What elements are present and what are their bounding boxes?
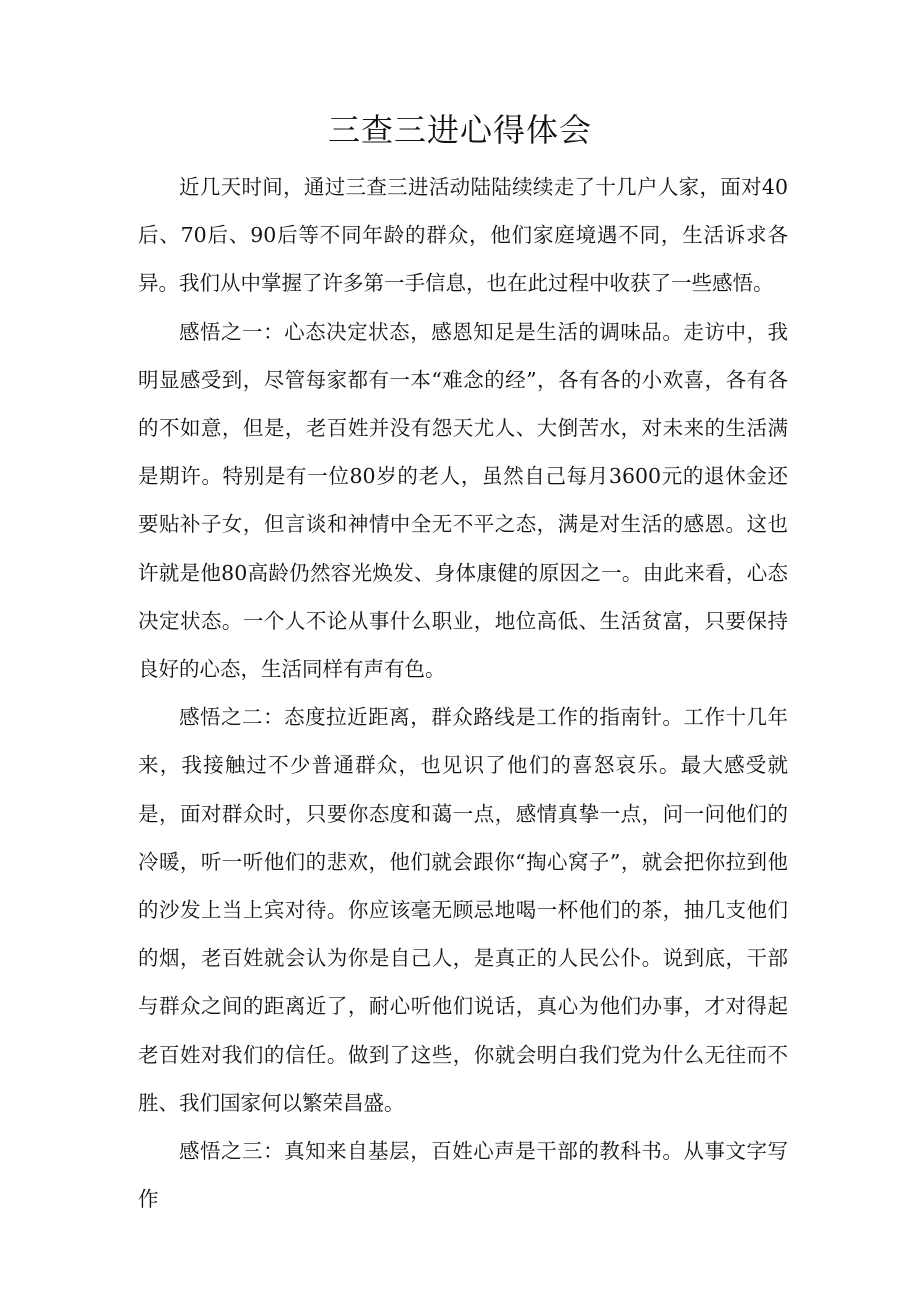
paragraph-intro: 近几天时间，通过三查三进活动陆陆续续走了十几户人家，面对40后、70后、90后等不同年龄的群众，他们家庭境遇不同，生活诉求各异。我们从中掌握了许多第一手信息，也在此过程中收获了一些感悟。 (138, 175, 788, 296)
paragraph-insight-one: 感悟之一：心态决定状态，感恩知足是生活的调味品。走访中，我明显感受到，尽管每家都有一本“难念的经”，各有各的小欢喜，各有各的不如意，但是，老百姓并没有怨天尤人、大倒苦水，对未来的生活满是期许。特别是有一位80岁的老人，虽然自己每月3600元的退休金还要贴补子女，但言谈和神情中全无不平之态，满是对生活的感恩。这也许就是他80高龄仍然容光焕发、身体康健的原因之一。由此来看，心态决定状态。一个人不论从事什么职业，地位高低、生活贫富，只要保持良好的心态，生活同样有声有色。 (138, 319, 788, 682)
paragraph-insight-three: 感悟之三：真知来自基层，百姓心声是干部的教科书。从事文字写作 (138, 1139, 788, 1212)
document-body (138, 163, 788, 1223)
document-title: 三查三进心得体会 (327, 111, 592, 149)
paragraph-insight-two: 感悟之二：态度拉近距离，群众路线是工作的指南针。工作十几年来，我接触过不少普通群众，也见识了他们的喜怒哀乐。最大感受就是，面对群众时，只要你态度和蔼一点，感情真挚一点，问一问他们的冷暖，听一听他们的悲欢，他们就会跟你“掏心窝子”，就会把你拉到他的沙发上当上宾对待。你应该毫无顾忌地喝一杯他们的茶，抽几支他们的烟，老百姓就会认为你是自己人，是真正的人民公仆。说到底，干部与群众之间的距离近了，耐心听他们说话，真心为他们办事，才对得起老百姓对我们的信任。做到了这些，你就会明白我们党为什么无往而不胜、我们国家何以繁荣昌盛。 (138, 705, 788, 1115)
